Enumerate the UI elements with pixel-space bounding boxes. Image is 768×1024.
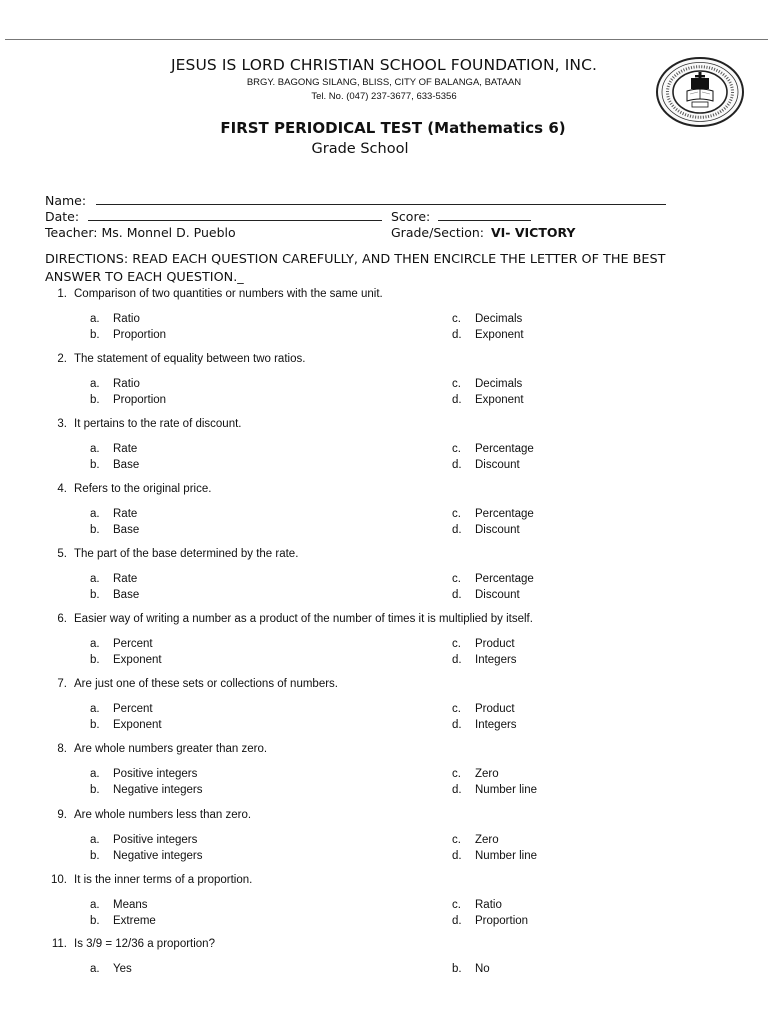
option-7-b[interactable] <box>90 719 162 731</box>
directions-text: DIRECTIONS: READ EACH QUESTION CAREFULLY, AND THEN ENCIRCLE THE LETTER OF THE BEST ANSWER TO EACH QUESTION._ <box>45 252 666 285</box>
option-8-d[interactable] <box>452 784 537 796</box>
question-text: The part of the base determined by the rate. <box>74 548 299 560</box>
option-3-a[interactable] <box>90 443 137 455</box>
option-4-c[interactable] <box>452 508 534 520</box>
question-8 <box>45 743 267 755</box>
option-letter: a. <box>90 443 100 455</box>
option-8-c[interactable] <box>452 768 499 780</box>
option-7-a[interactable] <box>90 703 153 715</box>
option-text: Negative integers <box>113 784 203 796</box>
option-text: Positive integers <box>113 768 198 780</box>
option-letter: c. <box>452 899 461 911</box>
question-text: It is the inner terms of a proportion. <box>74 874 253 886</box>
option-letter: a. <box>90 573 100 585</box>
option-1-a[interactable] <box>90 313 140 325</box>
option-letter: c. <box>452 378 461 390</box>
option-text: Number line <box>475 784 537 796</box>
option-text: Discount <box>475 459 520 471</box>
question-5 <box>45 548 298 560</box>
option-text: Number line <box>475 850 537 862</box>
option-letter: a. <box>90 834 100 846</box>
option-letter: d. <box>452 524 462 536</box>
option-text: No <box>475 963 490 975</box>
question-number: 11. <box>51 938 67 950</box>
question-text: Easier way of writing a number as a product of the number of times it is multiplied by itself. <box>74 613 533 625</box>
option-text: Proportion <box>113 329 167 341</box>
option-10-a[interactable] <box>90 899 148 911</box>
option-letter: d. <box>452 394 462 406</box>
option-text: Negative integers <box>113 850 203 862</box>
option-letter: b. <box>90 329 100 341</box>
option-text: Percentage <box>475 508 534 520</box>
question-number: 4. <box>57 483 67 495</box>
option-text: Means <box>113 899 148 911</box>
option-9-a[interactable] <box>90 834 197 846</box>
option-letter: a. <box>90 313 100 325</box>
option-letter: a. <box>90 963 100 975</box>
option-4-d[interactable] <box>452 524 520 536</box>
option-6-a[interactable] <box>90 638 153 650</box>
option-7-d[interactable] <box>452 719 517 731</box>
option-letter: d. <box>452 329 462 341</box>
option-text: Decimals <box>475 378 523 390</box>
option-5-d[interactable] <box>452 589 520 601</box>
option-text: Percent <box>113 638 153 650</box>
option-text: Exponent <box>475 329 524 341</box>
option-letter: c. <box>452 573 461 585</box>
option-5-c[interactable] <box>452 573 534 585</box>
date-blank[interactable] <box>88 208 382 221</box>
teacher-text: Teacher: Ms. Monnel D. Pueblo <box>45 225 236 240</box>
option-letter: a. <box>90 703 100 715</box>
question-number: 5. <box>57 548 67 560</box>
option-text: Extreme <box>113 915 156 927</box>
option-letter: c. <box>452 313 461 325</box>
grade-section-value: VI- VICTORY <box>490 225 576 240</box>
question-4 <box>45 483 211 495</box>
question-text: It pertains to the rate of discount. <box>74 418 242 430</box>
question-number: 7. <box>57 678 67 690</box>
top-rule <box>5 39 768 40</box>
school-telno: Tel. No. (047) 237-3677, 633-5356 <box>311 91 457 102</box>
option-3-b[interactable] <box>90 459 139 471</box>
option-2-a[interactable] <box>90 378 140 390</box>
question-text: Are whole numbers greater than zero. <box>74 743 268 755</box>
option-letter: c. <box>452 508 461 520</box>
option-text: Base <box>113 524 140 536</box>
option-7-c[interactable] <box>452 703 515 715</box>
option-text: Base <box>113 589 140 601</box>
option-letter: b. <box>90 915 100 927</box>
question-2 <box>45 353 305 365</box>
option-9-c[interactable] <box>452 834 499 846</box>
option-letter: b. <box>90 654 100 666</box>
question-text: Comparison of two quantities or numbers with the same unit. <box>74 288 383 300</box>
question-number: 10. <box>51 874 67 886</box>
name-label: Name: <box>45 193 87 208</box>
option-text: Ratio <box>475 899 502 911</box>
test-subtitle: Grade School <box>311 141 409 157</box>
option-letter: d. <box>452 784 462 796</box>
option-6-d[interactable] <box>452 654 517 666</box>
option-6-b[interactable] <box>90 654 162 666</box>
option-letter: d. <box>452 719 462 731</box>
name-blank[interactable] <box>96 192 666 205</box>
option-letter: b. <box>90 394 100 406</box>
school-seal-icon <box>655 57 745 127</box>
option-letter: b. <box>90 784 100 796</box>
score-field <box>391 208 531 224</box>
option-letter: b. <box>90 719 100 731</box>
option-text: Ratio <box>113 378 140 390</box>
question-text: Are just one of these sets or collections of numbers. <box>74 678 338 690</box>
option-text: Rate <box>113 508 138 520</box>
option-letter: a. <box>90 378 100 390</box>
question-1 <box>45 288 383 300</box>
option-text: Percent <box>113 703 153 715</box>
option-letter: c. <box>452 768 461 780</box>
question-text: Refers to the original price. <box>74 483 212 495</box>
question-11 <box>45 938 215 950</box>
option-letter: a. <box>90 899 100 911</box>
grade-section-label: Grade/Section: <box>391 225 484 240</box>
question-number: 3. <box>57 418 67 430</box>
option-4-a[interactable] <box>90 508 137 520</box>
option-letter: c. <box>452 834 461 846</box>
option-text: Discount <box>475 589 520 601</box>
score-blank[interactable] <box>438 208 531 221</box>
option-letter: a. <box>90 638 100 650</box>
option-text: Rate <box>113 443 138 455</box>
option-5-a[interactable] <box>90 573 137 585</box>
option-10-d[interactable] <box>452 915 528 927</box>
score-label: Score: <box>391 209 431 224</box>
option-8-b[interactable] <box>90 784 203 796</box>
option-text: Product <box>475 703 515 715</box>
question-number: 6. <box>57 613 67 625</box>
question-number: 1. <box>57 288 67 300</box>
option-text: Base <box>113 459 140 471</box>
option-text: Exponent <box>113 719 162 731</box>
option-text: Zero <box>475 834 499 846</box>
question-3 <box>45 418 242 430</box>
date-label: Date: <box>45 209 80 224</box>
school-name: JESUS IS LORD CHRISTIAN SCHOOL FOUNDATION, INC. <box>170 56 598 74</box>
option-8-a[interactable] <box>90 768 197 780</box>
option-2-d[interactable] <box>452 394 524 406</box>
option-letter: c. <box>452 443 461 455</box>
option-text: Yes <box>113 963 132 975</box>
question-text: Is 3/9 = 12/36 a proportion? <box>74 938 215 950</box>
option-letter: b. <box>90 589 100 601</box>
option-1-b[interactable] <box>90 329 166 341</box>
question-9 <box>45 809 251 821</box>
option-text: Proportion <box>113 394 167 406</box>
option-4-b[interactable] <box>90 524 139 536</box>
option-text: Percentage <box>475 573 534 585</box>
option-9-b[interactable] <box>90 850 203 862</box>
option-letter: d. <box>452 654 462 666</box>
option-11-b[interactable] <box>452 963 490 975</box>
question-number: 8. <box>57 743 67 755</box>
question-7 <box>45 678 338 690</box>
option-1-c[interactable] <box>452 313 522 325</box>
option-2-c[interactable] <box>452 378 522 390</box>
option-text: Ratio <box>113 313 140 325</box>
option-letter: a. <box>90 768 100 780</box>
option-text: Decimals <box>475 313 523 325</box>
option-text: Rate <box>113 573 138 585</box>
date-field <box>45 208 382 224</box>
option-text: Zero <box>475 768 499 780</box>
option-5-b[interactable] <box>90 589 139 601</box>
option-11-a[interactable] <box>90 963 132 975</box>
option-text: Exponent <box>475 394 524 406</box>
option-letter: d. <box>452 915 462 927</box>
option-letter: d. <box>452 459 462 471</box>
option-letter: d. <box>452 850 462 862</box>
option-6-c[interactable] <box>452 638 515 650</box>
option-text: Percentage <box>475 443 534 455</box>
name-field <box>45 192 666 208</box>
option-9-d[interactable] <box>452 850 537 862</box>
option-letter: b. <box>90 524 100 536</box>
option-text: Proportion <box>475 915 529 927</box>
question-number: 2. <box>57 353 67 365</box>
option-letter: c. <box>452 638 461 650</box>
school-address: BRGY. BAGONG SILANG, BLISS, CITY OF BALANGA, BATAAN <box>246 77 522 88</box>
option-letter: b. <box>90 459 100 471</box>
question-number: 9. <box>57 809 67 821</box>
option-1-d[interactable] <box>452 329 524 341</box>
option-letter: d. <box>452 589 462 601</box>
option-2-b[interactable] <box>90 394 166 406</box>
option-text: Integers <box>475 719 517 731</box>
option-text: Product <box>475 638 515 650</box>
test-title: FIRST PERIODICAL TEST (Mathematics 6) <box>220 119 566 137</box>
option-text: Integers <box>475 654 517 666</box>
option-letter: a. <box>90 508 100 520</box>
question-text: The statement of equality between two ratios. <box>74 353 306 365</box>
option-letter: b. <box>90 850 100 862</box>
grade-section-field <box>391 225 575 240</box>
option-text: Discount <box>475 524 520 536</box>
question-text: Are whole numbers less than zero. <box>74 809 252 821</box>
option-letter: c. <box>452 703 461 715</box>
option-10-b[interactable] <box>90 915 156 927</box>
option-letter: b. <box>452 963 462 975</box>
option-10-c[interactable] <box>452 899 502 911</box>
option-3-c[interactable] <box>452 443 534 455</box>
option-text: Exponent <box>113 654 162 666</box>
option-text: Positive integers <box>113 834 198 846</box>
question-10 <box>45 874 252 886</box>
option-3-d[interactable] <box>452 459 520 471</box>
question-6 <box>45 613 533 625</box>
